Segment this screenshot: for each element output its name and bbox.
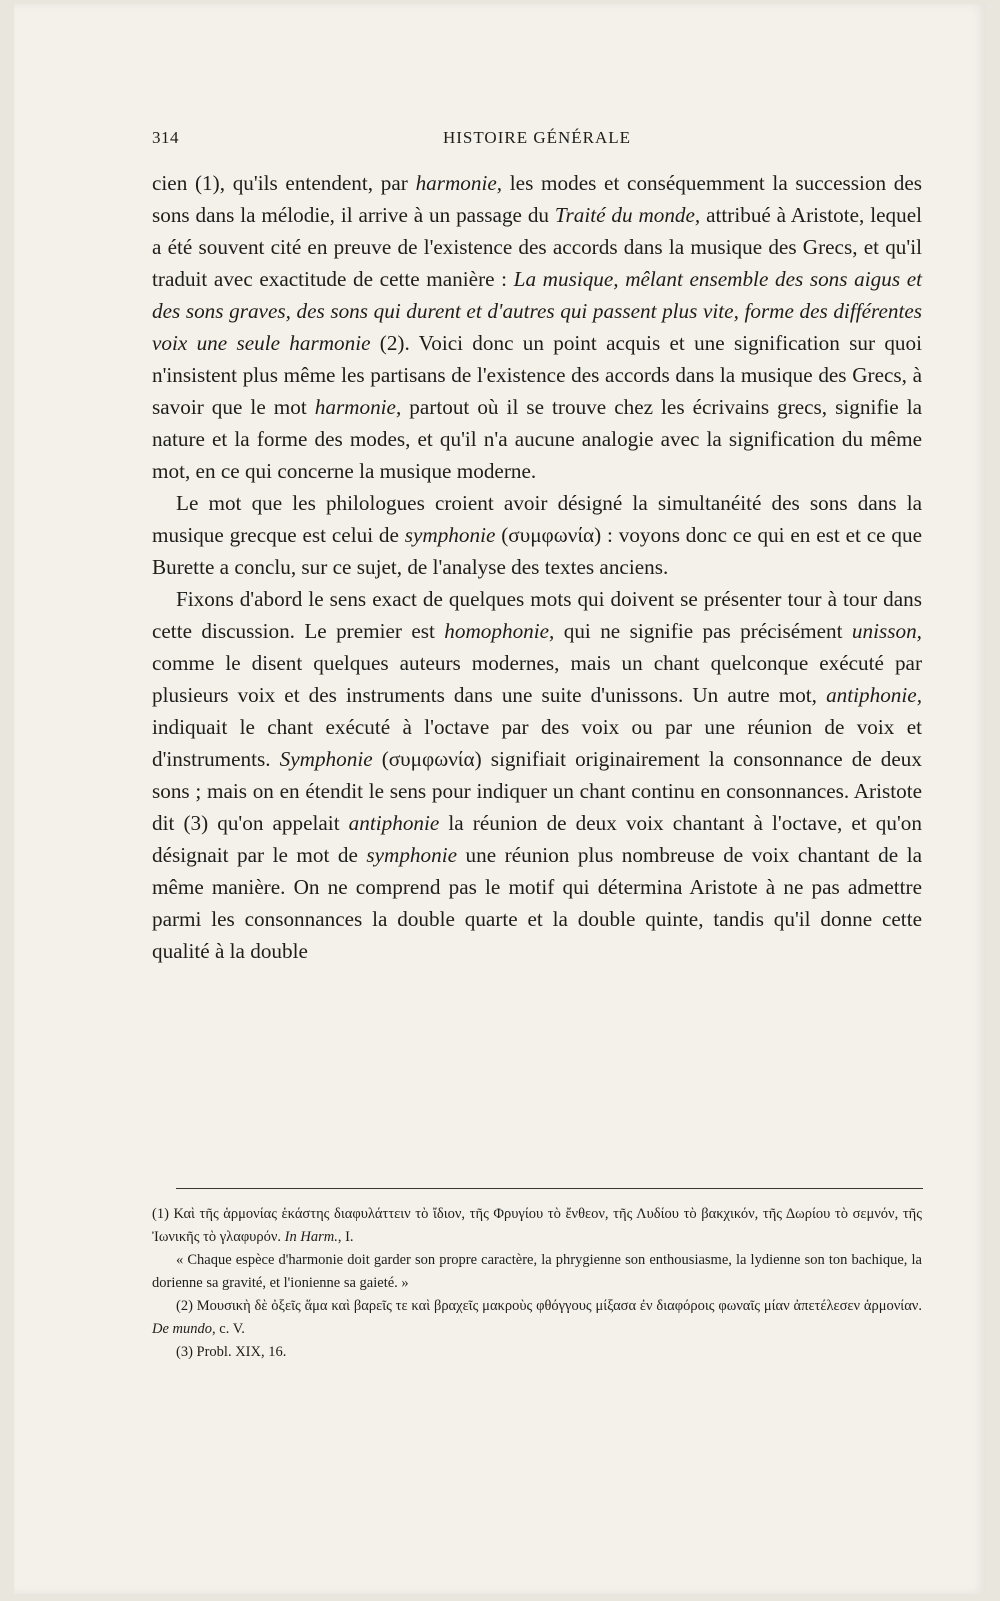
text-run: comme le disent quelques auteurs modernes, mais un chant quelconque exécuté par plusieurs voix et des instruments dans une suite d'unissons. Un autre mot, bbox=[152, 651, 922, 707]
footnote-3: (3) Probl. XIX, 16. bbox=[176, 1344, 287, 1360]
page-header bbox=[152, 128, 922, 158]
text-run: la réunion de deux voix chantant à l'octave, et qu'on désignait par le mot de bbox=[152, 811, 922, 867]
italic-run: antiphonie bbox=[348, 811, 440, 835]
paragraph-1 bbox=[152, 167, 922, 487]
text-run: une réunion plus nombreuse de voix chantant de la même manière. On ne comprend pas le motif qui détermina Aristote à ne pas admettre parmi les consonnances la double quarte et la double quinte, tandis qu'il donne cette qualité à la double bbox=[152, 843, 922, 963]
footnotes bbox=[152, 1203, 922, 1364]
text-run: cien (1), qu'ils entendent, par bbox=[152, 171, 416, 195]
text-run: , I. bbox=[337, 1229, 354, 1245]
text-run: (συμφωνία) : voyons donc ce qui en est et ce que Burette a conclu, sur ce sujet, de l'analyse des textes anciens. bbox=[152, 523, 922, 579]
page-number: 314 bbox=[152, 128, 179, 147]
footnote-divider bbox=[176, 1188, 923, 1189]
footnote-2 bbox=[152, 1295, 922, 1341]
text-run: Le mot que les philologues croient avoir désigné la simultanéité des sons dans la musique grecque est celui de bbox=[152, 491, 922, 547]
running-title: HISTOIRE GÉNÉRALE bbox=[442, 128, 632, 147]
italic-run: symphonie bbox=[366, 843, 458, 867]
italic-run: symphonie bbox=[404, 523, 496, 547]
paragraph-3 bbox=[152, 583, 922, 967]
text-run: (2) Μουσικὴ δὲ ὀξεῖς ἅμα καὶ βαρεῖς τε καὶ βραχεῖς μακροὺς φθόγγους μίξασα ἐν διαφόροις φωναῖς μίαν ἀπετέλεσεν ἁρμονίαν. bbox=[176, 1298, 922, 1314]
text-run: qui ne signifie pas précisément bbox=[554, 619, 852, 643]
italic-run: antiphonie, bbox=[826, 683, 922, 707]
text-run: Fixons d'abord le sens exact de quelques mots qui doivent se présenter tour à tour dans cette discussion. Le premier est bbox=[152, 587, 922, 643]
italic-run: Symphonie bbox=[279, 747, 373, 771]
italic-run: In Harm. bbox=[284, 1229, 338, 1245]
text-run: les modes et conséquemment la succession des sons dans la mélodie, il arrive à un passage du bbox=[152, 171, 922, 227]
italic-run: unisson, bbox=[851, 619, 922, 643]
paragraph-2 bbox=[152, 487, 922, 583]
main-text bbox=[152, 167, 922, 967]
italic-run: Traité du monde, bbox=[554, 203, 701, 227]
text-run: indiquait le chant exécuté à l'octave par des voix ou par une réunion de voix et d'instruments. bbox=[152, 715, 922, 771]
text-run: (συμφωνία) signifiait originairement la consonnance de deux sons ; mais on en étendit le sens pour indiquer un chant continu en consonnances. Aristote dit (3) qu'on appelait bbox=[152, 747, 922, 835]
italic-run: harmonie, bbox=[314, 395, 402, 419]
text-run: attribué à Aristote, lequel a été souvent cité en preuve de l'existence des accords dans la musique des Grecs, et qu'il traduit avec exactitude de cette manière : bbox=[152, 203, 922, 291]
italic-run: homophonie, bbox=[444, 619, 555, 643]
italic-run: La musique, mêlant ensemble des sons aigus et des sons graves, des sons qui durent et d'autres qui passent plus vite, forme des différentes voix une seule harmonie bbox=[152, 267, 922, 355]
text-run: (1) Καὶ τῆς ἁρμονίας ἑκάστης διαφυλάττειν τὸ ἴδιον, τῆς Φρυγίου τὸ ἔνθεον, τῆς Λυδίου τὸ βακχικόν, τῆς Δωρίου τὸ σεμνόν, τῆς Ἰωνικῆς τὸ γλαφυρόν. bbox=[152, 1206, 922, 1245]
text-run: partout où il se trouve chez les écrivains grecs, signifie la nature et la forme des modes, et qu'il n'a aucune analogie avec la signification du même mot, en ce qui concerne la musique moderne. bbox=[152, 395, 922, 483]
footnote-1-translation: « Chaque espèce d'harmonie doit garder son propre caractère, la phrygienne son enthousiasme, la lydienne son ton bachique, la dorienne sa gravité, et l'ionienne sa gaieté. » bbox=[152, 1252, 922, 1291]
text-run: (2). Voici donc un point acquis et une signification sur quoi n'insistent plus même les partisans de l'existence des accords dans la musique des Grecs, à savoir que le mot bbox=[152, 331, 922, 419]
italic-run: harmonie, bbox=[415, 171, 503, 195]
text-run: , c. V. bbox=[212, 1321, 245, 1337]
italic-run: De mundo bbox=[152, 1321, 213, 1337]
footnote-1 bbox=[152, 1203, 922, 1249]
